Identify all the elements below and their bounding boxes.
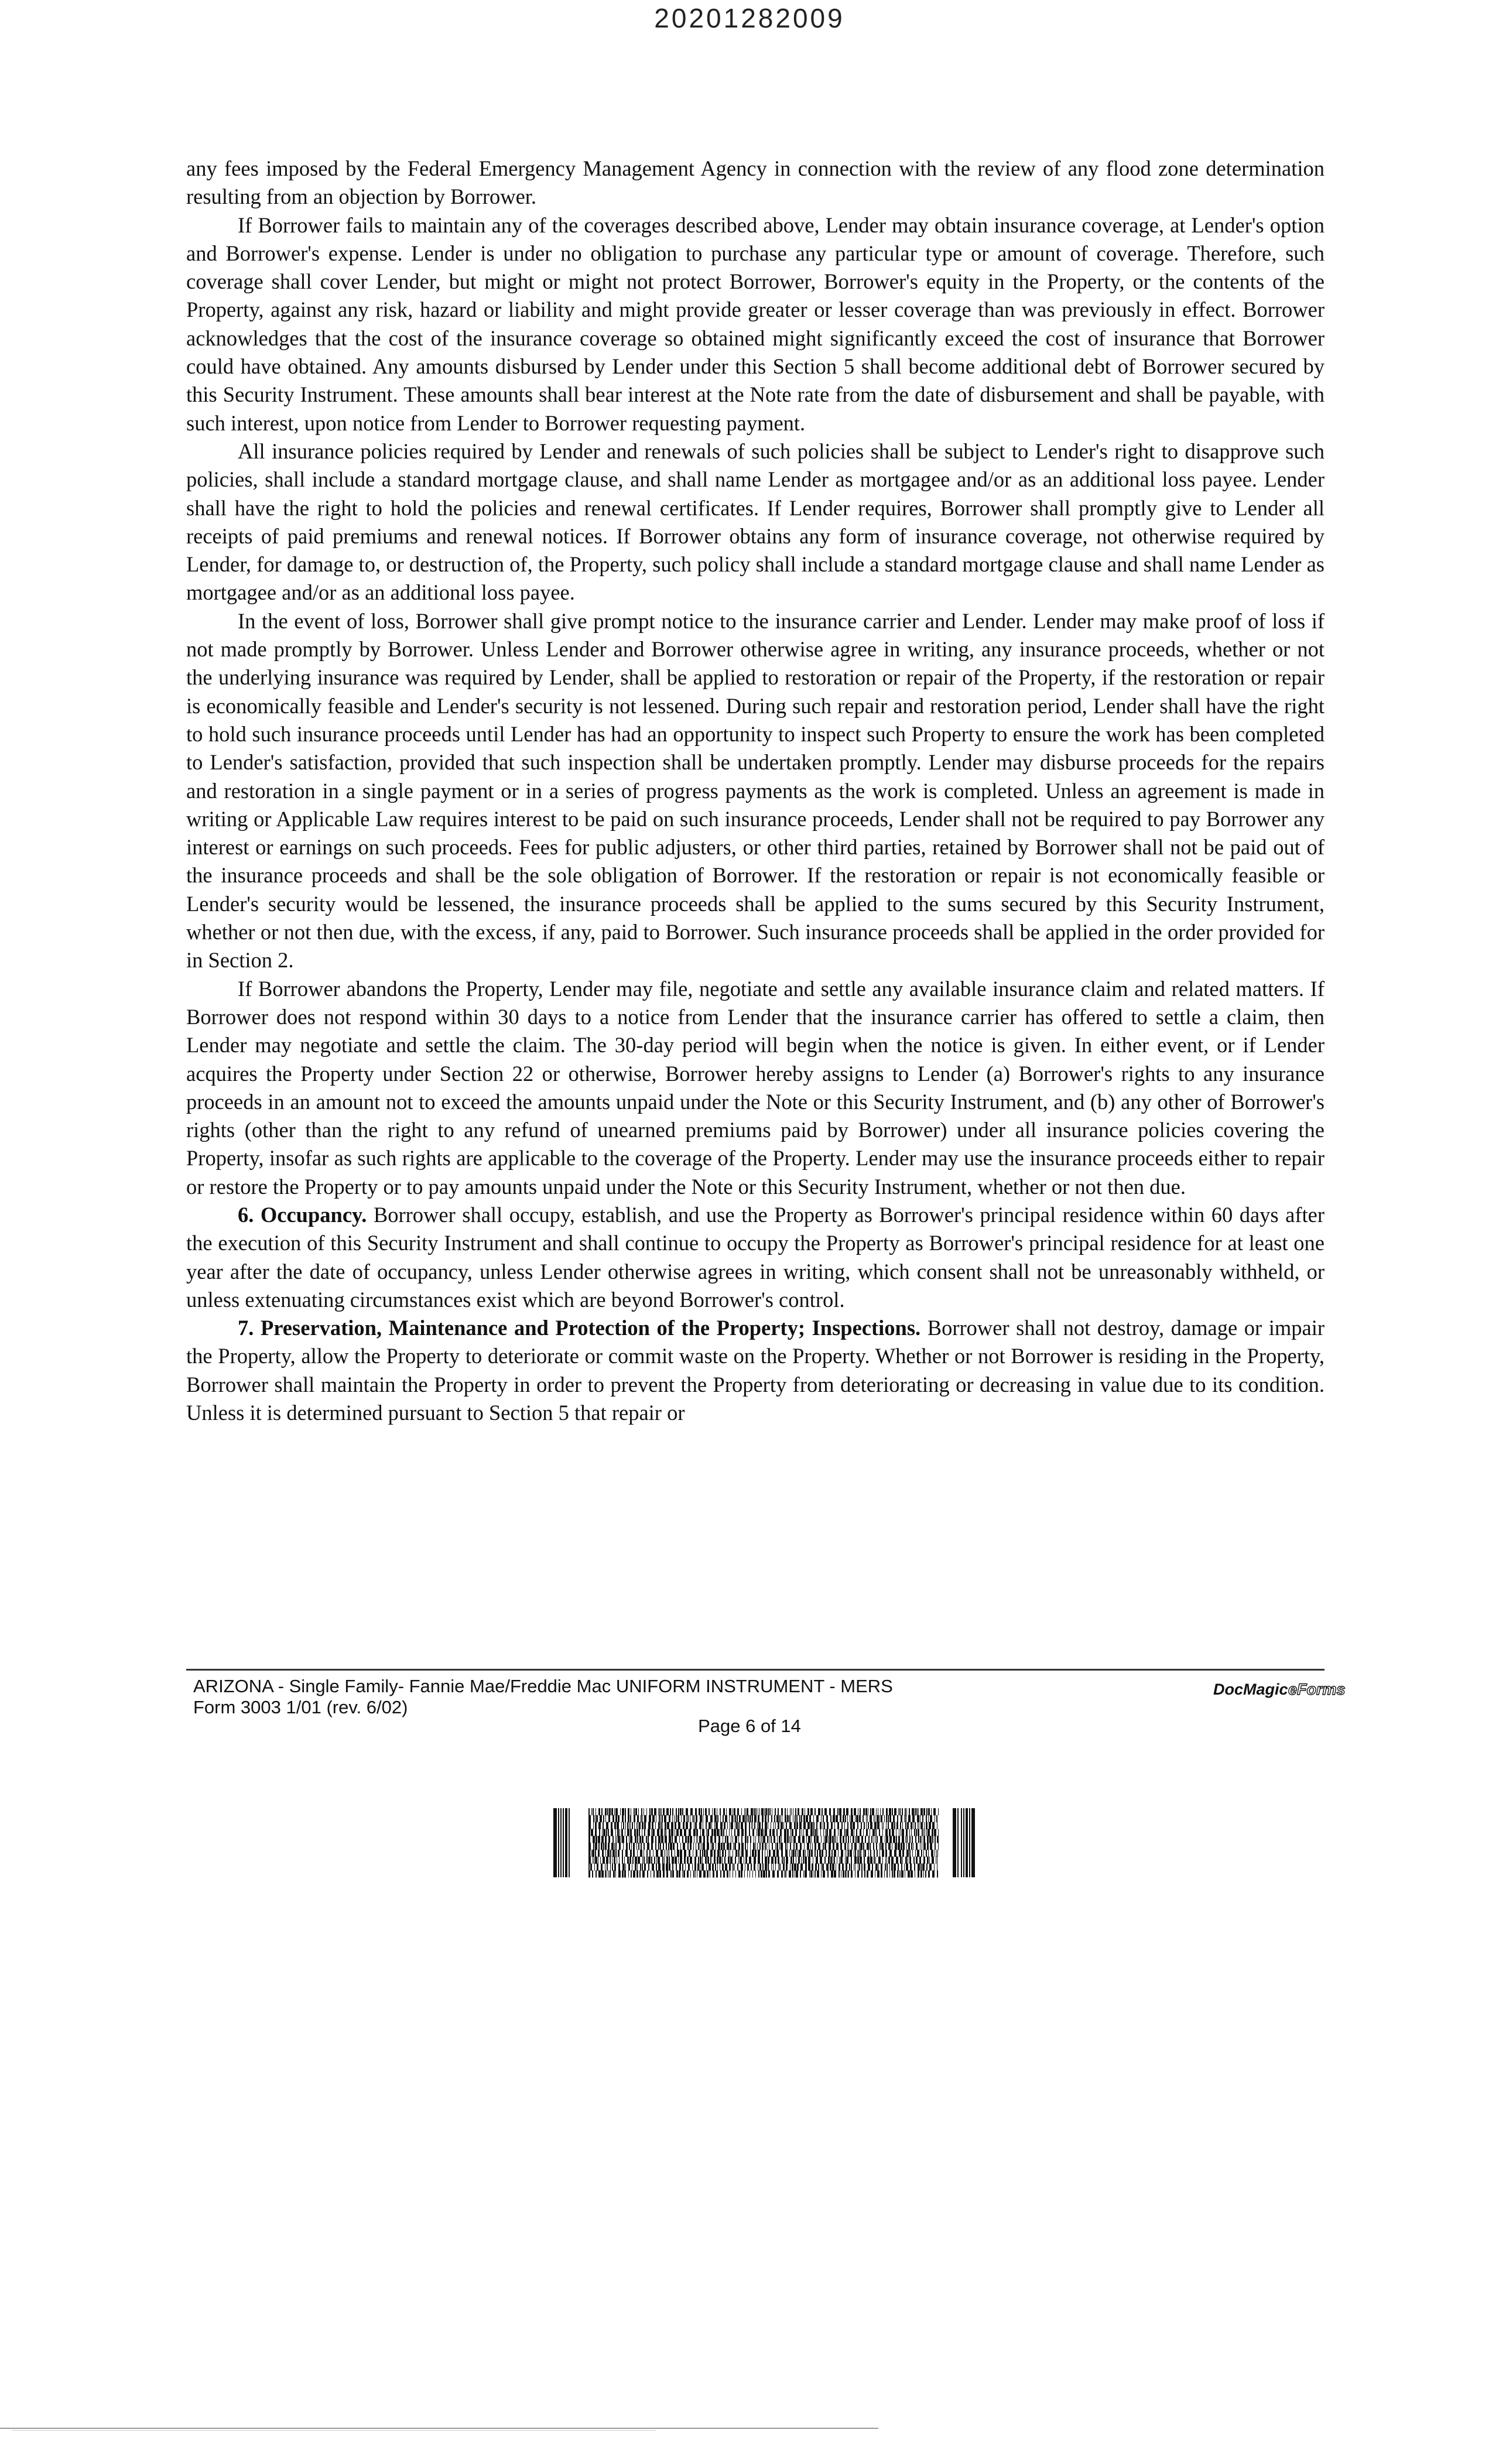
paragraph-insurance-policies: All insurance policies required by Lender and renewals of such policies shall be subject to Lender's right to disapprove such policies, shall include a standard mortgage clause, and shall name Lender as mortgagee and/or as an additional loss payee. Lender shall have the right to hold the policies and renewal certificates. If Lender requires, Borrower shall promptly give to Lender all receipts of paid premiums and renewal notices. If Borrower obtains any form of insurance coverage, not otherwise required by Lender, for damage to, or destruction of, the Property, such policy shall include a standard mortgage clause and shall name Lender as mortgagee and/or as an additional loss payee.: [186, 439, 1325, 605]
svg-text:DocMagic: DocMagic: [1213, 1681, 1288, 1698]
scan-artifact-line-faint: [12, 2430, 656, 2431]
section-occupancy: [186, 1201, 1325, 1314]
section-preservation: [186, 1314, 1325, 1427]
paragraph-lender-coverage: If Borrower fails to maintain any of the coverages described above, Lender may obtain insurance coverage, at Lender's option and Borrower's expense. Lender is under no obligation to purchase any particular type or amount of coverage. Therefore, such coverage shall cover Lender, but might or might not protect Borrower, Borrower's equity in the Property, or the contents of the Property, against any risk, hazard or liability and might provide greater or lesser coverage than was previously in effect. Borrower acknowledges that the cost of the insurance coverage so obtained might significantly exceed the cost of insurance that Borrower could have obtained. Any amounts disbursed by Lender under this Section 5 shall become additional debt of Borrower secured by this Security Instrument. These amounts shall bear interest at the Note rate from the date of disbursement and shall be payable, with such interest, upon notice from Lender to Borrower requesting payment.: [186, 213, 1325, 435]
section-occupancy-text: Borrower shall occupy, establish, and use the Property as Borrower's principal residence within 60 days after the execution of this Security Instrument and shall continue to occupy the Property as Borrower's principal residence for at least one year after the date of occupancy, unless Lender otherwise agrees in writing, which consent shall not be unreasonably withheld, or unless extenuating circumstances exist which are beyond Borrower's control.: [186, 1202, 1325, 1312]
form-title: ARIZONA - Single Family- Fannie Mae/Freddie Mac UNIFORM INSTRUMENT - MERS: [193, 1676, 893, 1696]
section-preservation-text: Borrower shall not destroy, damage or impair the Property, allow the Property to deteriorate or commit waste on the Property. Whether or not Borrower is residing in the Property, Borrower shall maintain the Property in order to prevent the Property from deteriorating or decreasing in value due to its condition. Unless it is determined pursuant to Section 5 that repair or: [186, 1316, 1325, 1425]
paragraph-flood-fees: any fees imposed by the Federal Emergency Management Agency in connection with the review of any flood zone determination resulting from an objection by Borrower.: [186, 156, 1325, 209]
scan-edge-marks: [0, 0, 6, 2464]
docmagic-logo-graphic: [1213, 1679, 1346, 1699]
scan-artifact-line: [0, 2428, 878, 2429]
svg-text:eForms: eForms: [1288, 1681, 1346, 1698]
section-occupancy-heading: 6. Occupancy.: [238, 1202, 367, 1227]
paragraph-event-of-loss: In the event of loss, Borrower shall give prompt notice to the insurance carrier and Lender. Lender may make proof of loss if not made promptly by Borrower. Unless Lender and Borrower otherwise agree in writing, any insurance proceeds, whether or not the underlying insurance was required by Lender, shall be applied to restoration or repair of the Property, if the restoration or repair is economically feasible and Lender's security is not lessened. During such repair and restoration period, Lender shall have the right to hold such insurance proceeds until Lender has had an opportunity to inspect such Property to ensure the work has been completed to Lender's satisfaction, provided that such inspection shall be undertaken promptly. Lender may disburse proceeds for the repairs and restoration in a single payment or in a series of progress payments as the work is completed. Unless an agreement is made in writing or Applicable Law requires interest to be paid on such insurance proceeds, Lender shall not be required to pay Borrower any interest or earnings on such proceeds. Fees for public adjusters, or other third parties, retained by Borrower shall not be paid out of the insurance proceeds and shall be the sole obligation of Borrower. If the restoration or repair is not economically feasible or Lender's security would be lessened, the insurance proceeds shall be applied to the sums secured by this Security Instrument, whether or not then due, with the excess, if any, paid to Borrower. Such insurance proceeds shall be applied in the order provided for in Section 2.: [186, 608, 1325, 973]
footer-divider: [186, 1669, 1325, 1671]
document-body: [186, 155, 1325, 1427]
page-number: Page 6 of 14: [698, 1716, 801, 1736]
recording-number: 20201282009: [654, 3, 845, 33]
form-number: Form 3003 1/01 (rev. 6/02): [193, 1697, 408, 1717]
barcode-graphic: [553, 1808, 975, 1877]
form-footer: [193, 1676, 1323, 1718]
section-preservation-heading: 7. Preservation, Maintenance and Protection of the Property; Inspections.: [238, 1316, 921, 1340]
docmagic-logo: [1213, 1679, 1346, 1704]
paragraph-abandonment: If Borrower abandons the Property, Lender may file, negotiate and settle any available insurance claim and related matters. If Borrower does not respond within 30 days to a notice from Lender that the insurance carrier has offered to settle a claim, then Lender may negotiate and settle the claim. The 30-day period will begin when the notice is given. In either event, or if Lender acquires the Property under Section 22 or otherwise, Borrower hereby assigns to Lender (a) Borrower's rights to any insurance proceeds in an amount not to exceed the amounts unpaid under the Note or this Security Instrument, and (b) any other of Borrower's rights (other than the right to any refund of unearned premiums paid by Borrower) under all insurance policies covering the Property, insofar as such rights are applicable to the coverage of the Property. Lender may use the insurance proceeds either to repair or restore the Property or to pay amounts unpaid under the Note or this Security Instrument, whether or not then due.: [186, 976, 1325, 1199]
